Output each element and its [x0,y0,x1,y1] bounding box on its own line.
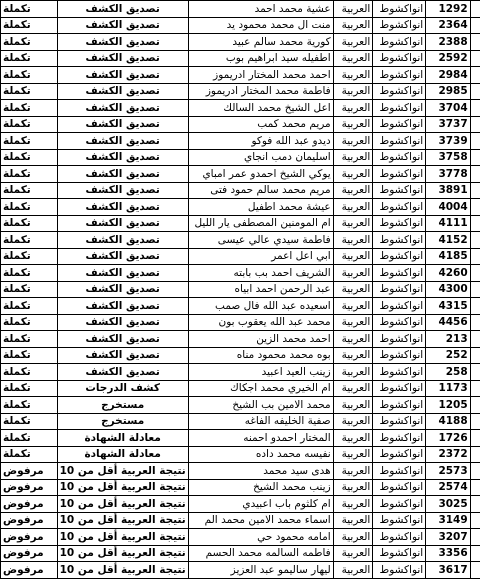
student-name-cell: هدى سيد محمد [188,463,333,480]
student-name-cell: امامه محمود حي [188,529,333,546]
decision-cell: تصديق الكشف [57,199,188,216]
candidate-number-cell: 3356 [426,545,470,562]
blank-cell [470,430,480,447]
status-cell: تكملة [1,413,58,430]
status-cell: تكملة [1,347,58,364]
language-cell: العربية [333,314,373,331]
student-name-cell: يوكي الشيخ احمدو عمر امباي [188,166,333,183]
decision-cell: تصديق الكشف [57,149,188,166]
language-cell: العربية [333,496,373,513]
language-cell: العربية [333,364,373,381]
student-name-cell: احمد محمد الزين [188,331,333,348]
status-cell: تكملة [1,116,58,133]
decision-cell: تصديق الكشف [57,67,188,84]
decision-cell: تصديق الكشف [57,50,188,67]
blank-cell [470,248,480,265]
blank-cell [470,446,480,463]
status-cell: تكملة [1,133,58,150]
decision-cell: معادلة الشهادة [57,446,188,463]
language-cell: العربية [333,562,373,579]
city-cell: انواكشوط [373,182,426,199]
blank-cell [470,314,480,331]
decision-cell: تصديق الكشف [57,298,188,315]
candidate-number-cell: 4456 [426,314,470,331]
decision-cell: تصديق الكشف [57,83,188,100]
candidate-number-cell: 4185 [426,248,470,265]
language-cell: العربية [333,100,373,117]
city-cell: انواكشوط [373,463,426,480]
city-cell: انواكشوط [373,364,426,381]
candidate-number-cell: 4188 [426,413,470,430]
city-cell: انواكشوط [373,215,426,232]
candidate-number-cell: 4300 [426,281,470,298]
candidate-number-cell: 2984 [426,67,470,84]
status-cell: تكملة [1,166,58,183]
decision-cell: تصديق الكشف [57,1,188,18]
student-name-cell: زينب العيد اعبيد [188,364,333,381]
candidate-number-cell: 1205 [426,397,470,414]
table-row [1,17,480,34]
status-cell: تكملة [1,215,58,232]
blank-cell [470,166,480,183]
student-name-cell: ام المومنين المصطفى يار الليل [188,215,333,232]
candidate-number-cell: 2574 [426,479,470,496]
blank-cell [470,182,480,199]
student-name-cell: ام كلثوم باب اعبيدي [188,496,333,513]
table-row [1,67,480,84]
student-name-cell: فاطمة محمد المختار ادريموز [188,83,333,100]
status-cell: تكملة [1,430,58,447]
table-row [1,430,480,447]
blank-cell [470,232,480,249]
language-cell: العربية [333,67,373,84]
student-name-cell: نفيسه محمد داده [188,446,333,463]
student-name-cell: عيشة محمد اطفيل [188,199,333,216]
status-cell: مرفوض [1,496,58,513]
student-name-cell: فاطمه السالمه محمد الحسم [188,545,333,562]
language-cell: العربية [333,232,373,249]
blank-cell [470,347,480,364]
table-row [1,1,480,18]
language-cell: العربية [333,199,373,216]
city-cell: انواكشوط [373,545,426,562]
city-cell: انواكشوط [373,248,426,265]
language-cell: العربية [333,347,373,364]
candidate-number-cell: 2592 [426,50,470,67]
language-cell: العربية [333,281,373,298]
language-cell: العربية [333,430,373,447]
city-cell: انواكشوط [373,166,426,183]
decision-cell: تصديق الكشف [57,265,188,282]
blank-cell [470,17,480,34]
candidate-number-cell: 1292 [426,1,470,18]
blank-cell [470,463,480,480]
language-cell: العربية [333,1,373,18]
blank-cell [470,364,480,381]
language-cell: العربية [333,133,373,150]
language-cell: العربية [333,512,373,529]
table-row [1,364,480,381]
table-row [1,83,480,100]
blank-cell [470,512,480,529]
candidate-number-cell: 4315 [426,298,470,315]
decision-cell: تصديق الكشف [57,34,188,51]
decision-cell: نتيجة العربية أقل من 10 [57,545,188,562]
decision-cell: نتيجة العربية أقل من 10 [57,496,188,513]
table-row [1,34,480,51]
student-name-cell: زينب محمد الشيخ [188,479,333,496]
candidate-number-cell: 2372 [426,446,470,463]
status-cell: تكملة [1,34,58,51]
city-cell: انواكشوط [373,430,426,447]
decision-cell: نتيجة العربية أقل من 10 [57,529,188,546]
blank-cell [470,149,480,166]
blank-cell [470,281,480,298]
blank-cell [470,100,480,117]
city-cell: انواكشوط [373,133,426,150]
city-cell: انواكشوط [373,149,426,166]
blank-cell [470,331,480,348]
decision-cell: تصديق الكشف [57,116,188,133]
city-cell: انواكشوط [373,34,426,51]
city-cell: انواكشوط [373,50,426,67]
status-cell: تكملة [1,199,58,216]
language-cell: العربية [333,331,373,348]
blank-cell [470,545,480,562]
city-cell: انواكشوط [373,512,426,529]
city-cell: انواكشوط [373,380,426,397]
language-cell: العربية [333,149,373,166]
student-name-cell: مريم محمد كمب [188,116,333,133]
student-name-cell: اسماء محمد الامين محمد الم [188,512,333,529]
status-cell: مرفوض [1,562,58,579]
table-row [1,496,480,513]
status-cell: مرفوض [1,512,58,529]
results-table-body [1,1,480,579]
status-cell: تكملة [1,248,58,265]
city-cell: انواكشوط [373,496,426,513]
candidate-number-cell: 252 [426,347,470,364]
candidate-number-cell: 2364 [426,17,470,34]
language-cell: العربية [333,529,373,546]
language-cell: العربية [333,413,373,430]
status-cell: تكملة [1,182,58,199]
status-cell: تكملة [1,331,58,348]
table-row [1,166,480,183]
table-row [1,512,480,529]
status-cell: تكملة [1,446,58,463]
decision-cell: كشف الدرجات [57,380,188,397]
candidate-number-cell: 4111 [426,215,470,232]
candidate-number-cell: 3737 [426,116,470,133]
blank-cell [470,215,480,232]
table-row [1,545,480,562]
table-row [1,133,480,150]
city-cell: انواكشوط [373,529,426,546]
language-cell: العربية [333,265,373,282]
table-row [1,479,480,496]
status-cell: تكملة [1,100,58,117]
language-cell: العربية [333,446,373,463]
language-cell: العربية [333,182,373,199]
student-name-cell: اطفيله سيد ابراهيم بوب [188,50,333,67]
city-cell: انواكشوط [373,1,426,18]
status-cell: تكملة [1,232,58,249]
table-row [1,50,480,67]
student-name-cell: عبد الرحمن احمد ابياه [188,281,333,298]
language-cell: العربية [333,380,373,397]
table-row [1,248,480,265]
language-cell: العربية [333,298,373,315]
decision-cell: تصديق الكشف [57,133,188,150]
table-row [1,281,480,298]
language-cell: العربية [333,17,373,34]
decision-cell: مستخرج [57,397,188,414]
city-cell: انواكشوط [373,67,426,84]
table-row [1,529,480,546]
student-name-cell: صفية الخليفه الفاغه [188,413,333,430]
city-cell: انواكشوط [373,199,426,216]
table-row [1,100,480,117]
city-cell: انواكشوط [373,298,426,315]
blank-cell [470,413,480,430]
decision-cell: نتيجة العربية أقل من 10 [57,512,188,529]
status-cell: تكملة [1,380,58,397]
decision-cell: تصديق الكشف [57,100,188,117]
blank-cell [470,298,480,315]
status-cell: مرفوض [1,479,58,496]
language-cell: العربية [333,397,373,414]
table-row [1,215,480,232]
city-cell: انواكشوط [373,232,426,249]
blank-cell [470,199,480,216]
table-row [1,380,480,397]
status-cell: تكملة [1,265,58,282]
student-name-cell: اعل الشيخ محمد السالك [188,100,333,117]
language-cell: العربية [333,50,373,67]
candidate-number-cell: 3617 [426,562,470,579]
status-cell: تكملة [1,397,58,414]
table-row [1,232,480,249]
table-row [1,331,480,348]
candidate-number-cell: 3207 [426,529,470,546]
blank-cell [470,529,480,546]
city-cell: انواكشوط [373,281,426,298]
decision-cell: تصديق الكشف [57,215,188,232]
decision-cell: تصديق الكشف [57,182,188,199]
candidate-number-cell: 3891 [426,182,470,199]
status-cell: تكملة [1,50,58,67]
decision-cell: تصديق الكشف [57,314,188,331]
status-cell: تكملة [1,1,58,18]
city-cell: انواكشوط [373,265,426,282]
language-cell: العربية [333,248,373,265]
table-row [1,562,480,579]
table-row [1,397,480,414]
status-cell: مرفوض [1,529,58,546]
student-name-cell: بوه محمد محمود مناه [188,347,333,364]
blank-cell [470,1,480,18]
city-cell: انواكشوط [373,347,426,364]
city-cell: انواكشوط [373,446,426,463]
candidate-number-cell: 4260 [426,265,470,282]
status-cell: تكملة [1,83,58,100]
student-name-cell: اسليمان دمب انجاي [188,149,333,166]
candidate-number-cell: 3704 [426,100,470,117]
candidate-number-cell: 3739 [426,133,470,150]
table-row [1,314,480,331]
blank-cell [470,397,480,414]
candidate-number-cell: 3758 [426,149,470,166]
candidate-number-cell: 3025 [426,496,470,513]
status-cell: تكملة [1,281,58,298]
candidate-number-cell: 1726 [426,430,470,447]
candidate-number-cell: 3778 [426,166,470,183]
language-cell: العربية [333,215,373,232]
blank-cell [470,380,480,397]
decision-cell: تصديق الكشف [57,232,188,249]
city-cell: انواكشوط [373,17,426,34]
table-row [1,199,480,216]
table-row [1,413,480,430]
status-cell: تكملة [1,67,58,84]
status-cell: تكملة [1,314,58,331]
candidate-number-cell: 2388 [426,34,470,51]
blank-cell [470,265,480,282]
table-row [1,446,480,463]
student-name-cell: ابي اعل اعمر [188,248,333,265]
decision-cell: تصديق الكشف [57,166,188,183]
status-cell: مرفوض [1,463,58,480]
table-row [1,149,480,166]
decision-cell: نتيجة العربية أقل من 10 [57,463,188,480]
candidate-number-cell: 1173 [426,380,470,397]
decision-cell: مستخرج [57,413,188,430]
decision-cell: تصديق الكشف [57,281,188,298]
candidate-number-cell: 3149 [426,512,470,529]
decision-cell: تصديق الكشف [57,347,188,364]
student-name-cell: ليهار ساليمو عبد العزيز [188,562,333,579]
city-cell: انواكشوط [373,397,426,414]
language-cell: العربية [333,116,373,133]
blank-cell [470,67,480,84]
language-cell: العربية [333,463,373,480]
city-cell: انواكشوط [373,479,426,496]
student-name-cell: المختار احمدو احمنه [188,430,333,447]
decision-cell: نتيجة العربية أقل من 10 [57,562,188,579]
city-cell: انواكشوط [373,116,426,133]
decision-cell: تصديق الكشف [57,364,188,381]
table-row [1,182,480,199]
student-name-cell: ديدو عبد الله فوكو [188,133,333,150]
decision-cell: تصديق الكشف [57,17,188,34]
candidate-number-cell: 258 [426,364,470,381]
candidate-number-cell: 2985 [426,83,470,100]
blank-cell [470,50,480,67]
table-row [1,463,480,480]
blank-cell [470,34,480,51]
decision-cell: معادلة الشهادة [57,430,188,447]
language-cell: العربية [333,83,373,100]
language-cell: العربية [333,166,373,183]
student-name-cell: الشريف احمد بب بابته [188,265,333,282]
student-name-cell: محمد الامين بب الشيخ [188,397,333,414]
decision-cell: تصديق الكشف [57,331,188,348]
city-cell: انواكشوط [373,562,426,579]
city-cell: انواكشوط [373,83,426,100]
status-cell: مرفوض [1,545,58,562]
student-name-cell: اسعيده عبد الله فال صمب [188,298,333,315]
city-cell: انواكشوط [373,413,426,430]
table-row [1,116,480,133]
student-name-cell: احمد محمد المختار ادريموز [188,67,333,84]
candidate-number-cell: 4152 [426,232,470,249]
table-row [1,347,480,364]
student-name-cell: مريم محمد سالم حمود فتى [188,182,333,199]
student-name-cell: ام الخيري محمد اجكاك [188,380,333,397]
student-name-cell: عشية محمد احمد [188,1,333,18]
blank-cell [470,83,480,100]
blank-cell [470,116,480,133]
candidate-number-cell: 2573 [426,463,470,480]
table-row [1,298,480,315]
status-cell: تكملة [1,364,58,381]
decision-cell: نتيجة العربية أقل من 10 [57,479,188,496]
student-name-cell: فاطمة سيدي عالي عيسى [188,232,333,249]
table-row [1,265,480,282]
candidate-number-cell: 4004 [426,199,470,216]
student-name-cell: كورية محمد سالم عبيد [188,34,333,51]
city-cell: انواكشوط [373,100,426,117]
language-cell: العربية [333,479,373,496]
blank-cell [470,133,480,150]
status-cell: تكملة [1,149,58,166]
candidate-number-cell: 213 [426,331,470,348]
blank-cell [470,496,480,513]
student-name-cell: منت ال محمد محمود يد [188,17,333,34]
city-cell: انواكشوط [373,314,426,331]
city-cell: انواكشوط [373,331,426,348]
language-cell: العربية [333,545,373,562]
decision-cell: تصديق الكشف [57,248,188,265]
status-cell: تكملة [1,17,58,34]
blank-cell [470,562,480,579]
language-cell: العربية [333,34,373,51]
student-name-cell: محمد عبد الله يعقوب بون [188,314,333,331]
status-cell: تكملة [1,298,58,315]
blank-cell [470,479,480,496]
